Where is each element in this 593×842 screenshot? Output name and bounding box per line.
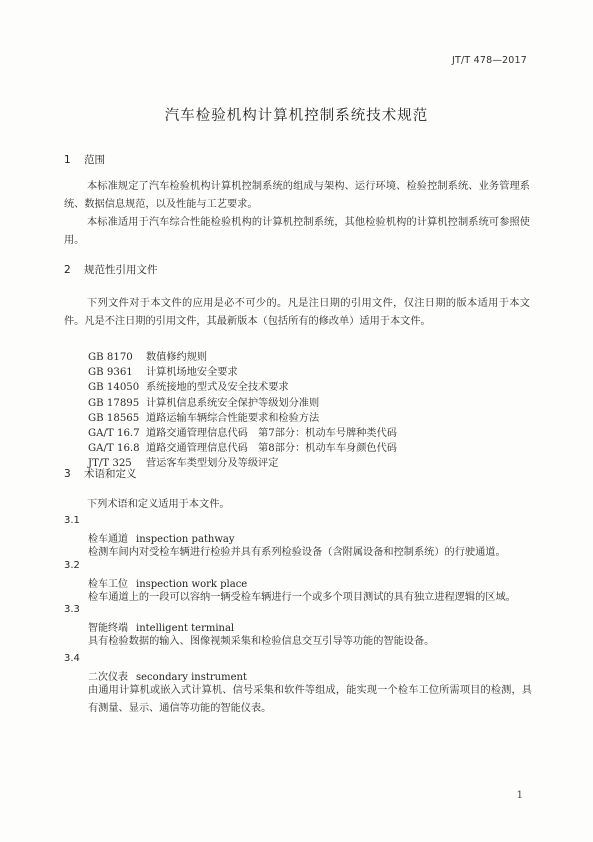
section-number: 2 (64, 264, 71, 276)
reference-code: GB 9361 (88, 367, 133, 379)
reference-code: GA/T 16.8 (88, 443, 140, 455)
reference-name: 数值修约规则 (146, 352, 208, 363)
reference-item (88, 365, 397, 380)
document-title: 汽车检验机构计算机控制系统技术规范 (164, 108, 429, 124)
reference-item (88, 350, 397, 365)
term-name-en: intelligent terminal (136, 623, 235, 634)
term-definition: 检车通道上的一段可以容纳一辆受检车辆进行一个或多个项目测试的具有独立进程逻辑的区域。 (88, 592, 516, 603)
term-definition: 检测车间内对受检车辆进行检验并具有系列检验设备（含附属设备和控制系统）的行驶通道。 (88, 547, 506, 558)
term-name (88, 619, 234, 634)
scope-paragraph-1: 本标准规定了汽车检验机构计算机控制系统的组成与架构、运行环境、检验控制系统、业务管理系统、数据信息规范，以及性能与工艺要求。 (64, 181, 530, 210)
term-name (88, 575, 247, 590)
section-number: 1 (64, 154, 71, 166)
reference-item (88, 396, 397, 411)
reference-item (88, 411, 397, 426)
reference-name: 营运客车类型划分及等级评定 (146, 458, 279, 470)
term-name-en: inspection pathway (136, 534, 235, 545)
section-heading-terms (64, 466, 137, 481)
section-heading-scope (64, 152, 105, 167)
term-name-en: secondary instrument (136, 672, 247, 683)
section-number: 3 (64, 468, 71, 480)
term-number: 3.1 (64, 515, 80, 526)
reference-name: 道路交通管理信息代码 第7部分：机动车号牌种类代码 (146, 427, 397, 439)
reference-name: 道路交通管理信息代码 第8部分：机动车车身颜色代码 (146, 443, 397, 455)
reference-item (88, 380, 397, 395)
term-definition: 具有检验数据的输入、图像视频采集和检验信息交互引导等功能的智能设备。 (88, 636, 435, 647)
reference-item (88, 426, 397, 441)
document-code: JT/T 478—2017 (451, 55, 527, 66)
reference-name: 系统接地的型式及安全技术要求 (146, 382, 289, 394)
section-title: 术语和定义 (84, 468, 137, 480)
reference-code: GB 18565 (88, 412, 140, 424)
term-name-zh: 二次仪表 (88, 672, 128, 683)
term-definition: 由通用计算机或嵌入式计算机、信号采集和软件等组成，能实现一个检车工位所需项目的检测，具有测量、显示、通信等功能的智能仪表。 (88, 685, 532, 714)
reference-item (88, 441, 397, 456)
term-name-en: inspection work place (136, 579, 248, 590)
term-number: 3.3 (64, 604, 80, 615)
section-heading-normative-refs (64, 262, 158, 277)
term-number: 3.2 (64, 560, 80, 571)
reference-name: 计算机场地安全要求 (146, 367, 238, 379)
page-number: 1 (516, 790, 523, 801)
section-title: 范围 (84, 154, 105, 166)
reference-code: JT/T 325 (88, 458, 132, 470)
reference-code: GA/T 16.7 (88, 427, 140, 439)
term-number: 3.4 (64, 653, 80, 664)
term-name-zh: 检车通道 (88, 534, 128, 545)
reference-code: GB 8170 (88, 352, 133, 363)
reference-name: 计算机信息系统安全保护等级划分准则 (146, 397, 320, 409)
term-name (88, 668, 247, 683)
reference-name: 道路运输车辆综合性能要求和检验方法 (146, 412, 320, 424)
terms-intro: 下列术语和定义适用于本文件。 (87, 499, 230, 510)
section-title: 规范性引用文件 (84, 264, 158, 276)
term-name-zh: 检车工位 (88, 579, 128, 590)
term-name-zh: 智能终端 (88, 623, 128, 634)
reference-code: GB 14050 (88, 382, 140, 394)
term-name (88, 530, 235, 545)
normative-refs-intro: 下列文件对于本文件的应用是必不可少的。凡是注日期的引用文件，仅注日期的版本适用于本文件。凡是不注日期的引用文件，其最新版本（包括所有的修改单）适用于本文件。 (64, 298, 530, 327)
scope-paragraph-2: 本标准适用于汽车综合性能检验机构的计算机控制系统，其他检验机构的计算机控制系统可参照使用。 (64, 217, 530, 246)
reference-code: GB 17895 (88, 397, 140, 409)
reference-list (88, 350, 397, 472)
